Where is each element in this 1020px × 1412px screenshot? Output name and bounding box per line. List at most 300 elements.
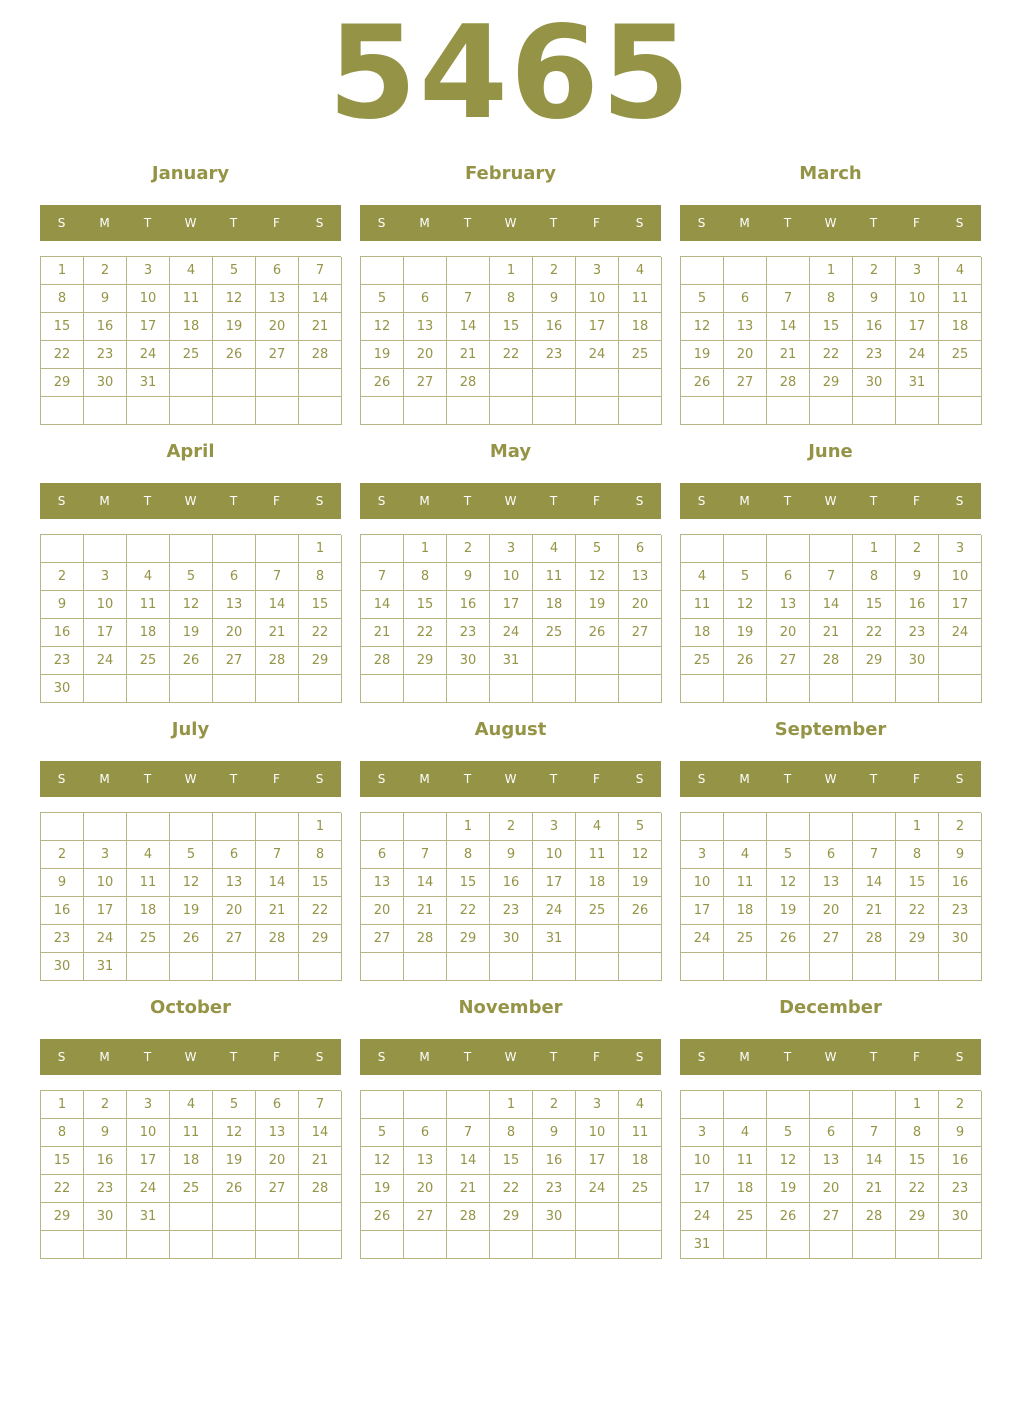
- day-cell: 1: [896, 1091, 939, 1119]
- weekday-label: T: [143, 494, 152, 508]
- day-cell: 11: [127, 869, 170, 897]
- day-cell: 24: [490, 619, 533, 647]
- day-cell: 5: [170, 563, 213, 591]
- day-cell: 28: [767, 369, 810, 397]
- day-cell: 11: [619, 285, 662, 313]
- weekday-header: [40, 761, 341, 797]
- day-cell: 28: [299, 1175, 342, 1203]
- weekday-label: F: [913, 772, 920, 786]
- day-cell: 12: [724, 591, 767, 619]
- empty-cell: [84, 535, 127, 563]
- empty-cell: [127, 1231, 170, 1259]
- empty-cell: [853, 1091, 896, 1119]
- empty-cell: [853, 813, 896, 841]
- day-cell: 17: [576, 1147, 619, 1175]
- day-cell: 8: [853, 563, 896, 591]
- day-cell: 25: [127, 647, 170, 675]
- month-october: [40, 990, 341, 1260]
- day-cell: 24: [896, 341, 939, 369]
- day-cell: 30: [939, 1203, 982, 1231]
- day-cell: 24: [127, 341, 170, 369]
- day-cell: 24: [576, 341, 619, 369]
- day-cell: 10: [576, 285, 619, 313]
- day-cell: 17: [896, 313, 939, 341]
- empty-cell: [361, 813, 404, 841]
- day-cell: 25: [170, 1175, 213, 1203]
- day-cell: 14: [256, 591, 299, 619]
- weekday-label: M: [739, 772, 750, 786]
- weekday-label: W: [824, 1050, 837, 1064]
- day-cell: 4: [681, 563, 724, 591]
- day-cell: 24: [681, 1203, 724, 1231]
- weekday-label: S: [377, 772, 386, 786]
- day-cell: 18: [619, 1147, 662, 1175]
- day-cell: 31: [84, 953, 127, 981]
- weekday-header: [40, 205, 341, 241]
- day-cell: 15: [853, 591, 896, 619]
- empty-cell: [299, 369, 342, 397]
- empty-cell: [681, 953, 724, 981]
- day-cell: 25: [724, 1203, 767, 1231]
- day-cell: 19: [361, 341, 404, 369]
- day-cell: 15: [41, 1147, 84, 1175]
- day-cell: 14: [767, 313, 810, 341]
- month-name: July: [171, 719, 210, 740]
- day-cell: 21: [299, 1147, 342, 1175]
- day-cell: 20: [213, 897, 256, 925]
- day-cell: 6: [404, 1119, 447, 1147]
- day-cell: 14: [299, 285, 342, 313]
- weekday-label: F: [913, 494, 920, 508]
- empty-cell: [619, 953, 662, 981]
- day-cell: 8: [41, 1119, 84, 1147]
- day-cell: 11: [170, 1119, 213, 1147]
- empty-cell: [576, 675, 619, 703]
- day-cell: 3: [681, 1119, 724, 1147]
- weekday-label: M: [739, 216, 750, 230]
- day-grid: [40, 812, 341, 981]
- weekday-label: S: [635, 772, 644, 786]
- day-cell: 4: [127, 563, 170, 591]
- day-grid: [680, 812, 981, 981]
- day-cell: 9: [490, 841, 533, 869]
- day-cell: 11: [170, 285, 213, 313]
- weekday-label: F: [593, 772, 600, 786]
- day-cell: 23: [490, 897, 533, 925]
- empty-cell: [724, 675, 767, 703]
- day-cell: 25: [939, 341, 982, 369]
- day-cell: 7: [447, 285, 490, 313]
- day-cell: 4: [533, 535, 576, 563]
- day-cell: 18: [127, 619, 170, 647]
- day-cell: 24: [127, 1175, 170, 1203]
- day-cell: 28: [361, 647, 404, 675]
- day-cell: 13: [619, 563, 662, 591]
- weekday-label: T: [869, 1050, 878, 1064]
- day-cell: 11: [939, 285, 982, 313]
- empty-cell: [256, 1203, 299, 1231]
- empty-cell: [939, 953, 982, 981]
- empty-cell: [404, 813, 447, 841]
- day-cell: 2: [939, 813, 982, 841]
- day-cell: 23: [41, 925, 84, 953]
- day-cell: 27: [724, 369, 767, 397]
- day-cell: 7: [447, 1119, 490, 1147]
- day-cell: 21: [361, 619, 404, 647]
- weekday-label: F: [273, 494, 280, 508]
- empty-cell: [256, 675, 299, 703]
- day-cell: 15: [447, 869, 490, 897]
- weekday-label: S: [377, 1050, 386, 1064]
- month-february: [360, 156, 661, 426]
- day-cell: 26: [170, 647, 213, 675]
- day-cell: 2: [84, 257, 127, 285]
- empty-cell: [127, 813, 170, 841]
- day-cell: 8: [490, 1119, 533, 1147]
- day-cell: 24: [84, 925, 127, 953]
- day-cell: 12: [767, 1147, 810, 1175]
- weekday-label: S: [697, 772, 706, 786]
- day-cell: 8: [490, 285, 533, 313]
- weekday-label: M: [419, 772, 430, 786]
- weekday-label: T: [143, 216, 152, 230]
- empty-cell: [447, 1091, 490, 1119]
- weekday-label: M: [99, 772, 110, 786]
- day-cell: 15: [299, 869, 342, 897]
- empty-cell: [41, 535, 84, 563]
- day-cell: 18: [724, 1175, 767, 1203]
- day-cell: 14: [853, 1147, 896, 1175]
- day-cell: 30: [896, 647, 939, 675]
- empty-cell: [447, 675, 490, 703]
- day-cell: 13: [256, 1119, 299, 1147]
- day-cell: 3: [533, 813, 576, 841]
- empty-cell: [361, 953, 404, 981]
- empty-cell: [299, 953, 342, 981]
- day-cell: 16: [41, 897, 84, 925]
- weekday-label: S: [635, 216, 644, 230]
- empty-cell: [170, 813, 213, 841]
- day-cell: 20: [404, 341, 447, 369]
- day-cell: 31: [127, 1203, 170, 1231]
- empty-cell: [213, 369, 256, 397]
- day-cell: 22: [447, 897, 490, 925]
- weekday-header: [360, 1039, 661, 1075]
- day-grid: [680, 256, 981, 425]
- empty-cell: [299, 1203, 342, 1231]
- day-cell: 11: [681, 591, 724, 619]
- day-cell: 15: [404, 591, 447, 619]
- day-cell: 5: [361, 1119, 404, 1147]
- day-cell: 21: [447, 341, 490, 369]
- day-cell: 19: [576, 591, 619, 619]
- day-cell: 4: [619, 257, 662, 285]
- day-cell: 6: [213, 841, 256, 869]
- day-cell: 6: [361, 841, 404, 869]
- day-cell: 3: [84, 841, 127, 869]
- day-cell: 13: [213, 869, 256, 897]
- empty-cell: [619, 397, 662, 425]
- day-cell: 24: [84, 647, 127, 675]
- day-cell: 16: [896, 591, 939, 619]
- month-july: [40, 712, 341, 982]
- day-cell: 17: [490, 591, 533, 619]
- empty-cell: [170, 1203, 213, 1231]
- day-cell: 13: [810, 1147, 853, 1175]
- day-cell: 6: [724, 285, 767, 313]
- empty-cell: [127, 675, 170, 703]
- day-cell: 3: [681, 841, 724, 869]
- weekday-label: T: [549, 216, 558, 230]
- day-cell: 31: [533, 925, 576, 953]
- weekday-label: S: [635, 494, 644, 508]
- empty-cell: [213, 813, 256, 841]
- empty-cell: [41, 813, 84, 841]
- day-cell: 29: [299, 925, 342, 953]
- day-cell: 26: [361, 1203, 404, 1231]
- day-cell: 29: [299, 647, 342, 675]
- day-cell: 7: [853, 1119, 896, 1147]
- month-name: February: [464, 163, 557, 184]
- weekday-header: [680, 205, 981, 241]
- day-cell: 3: [490, 535, 533, 563]
- day-cell: 1: [896, 813, 939, 841]
- empty-cell: [767, 675, 810, 703]
- empty-cell: [853, 675, 896, 703]
- empty-cell: [361, 397, 404, 425]
- month-name: March: [799, 163, 862, 184]
- empty-cell: [576, 1203, 619, 1231]
- day-cell: 28: [447, 1203, 490, 1231]
- weekday-label: T: [229, 494, 238, 508]
- day-cell: 25: [170, 341, 213, 369]
- empty-cell: [767, 257, 810, 285]
- day-cell: 5: [576, 535, 619, 563]
- day-cell: 20: [256, 1147, 299, 1175]
- empty-cell: [724, 1091, 767, 1119]
- empty-cell: [681, 257, 724, 285]
- month-name: June: [808, 441, 853, 462]
- weekday-label: S: [57, 494, 66, 508]
- day-cell: 6: [810, 841, 853, 869]
- day-cell: 3: [576, 257, 619, 285]
- day-cell: 15: [299, 591, 342, 619]
- weekday-label: W: [184, 494, 197, 508]
- day-cell: 2: [84, 1091, 127, 1119]
- day-cell: 16: [939, 1147, 982, 1175]
- weekday-label: M: [419, 1050, 430, 1064]
- day-cell: 15: [41, 313, 84, 341]
- empty-cell: [810, 953, 853, 981]
- day-grid: [40, 534, 341, 703]
- day-cell: 17: [127, 313, 170, 341]
- day-cell: 10: [681, 1147, 724, 1175]
- day-cell: 21: [256, 619, 299, 647]
- day-cell: 29: [404, 647, 447, 675]
- day-cell: 9: [533, 1119, 576, 1147]
- empty-cell: [127, 397, 170, 425]
- day-cell: 30: [939, 925, 982, 953]
- day-cell: 19: [170, 897, 213, 925]
- day-cell: 6: [767, 563, 810, 591]
- day-cell: 1: [299, 535, 342, 563]
- day-cell: 30: [853, 369, 896, 397]
- weekday-label: T: [463, 772, 472, 786]
- empty-cell: [84, 813, 127, 841]
- weekday-label: T: [549, 1050, 558, 1064]
- empty-cell: [170, 369, 213, 397]
- day-cell: 14: [447, 1147, 490, 1175]
- empty-cell: [767, 1231, 810, 1259]
- day-cell: 1: [853, 535, 896, 563]
- day-cell: 25: [533, 619, 576, 647]
- day-cell: 12: [213, 285, 256, 313]
- day-grid: [680, 534, 981, 703]
- empty-cell: [810, 1231, 853, 1259]
- day-cell: 22: [896, 1175, 939, 1203]
- day-cell: 2: [533, 1091, 576, 1119]
- day-cell: 29: [896, 925, 939, 953]
- day-cell: 17: [127, 1147, 170, 1175]
- day-cell: 13: [213, 591, 256, 619]
- empty-cell: [256, 535, 299, 563]
- empty-cell: [170, 535, 213, 563]
- empty-cell: [170, 397, 213, 425]
- day-grid: [360, 534, 661, 703]
- day-cell: 28: [256, 925, 299, 953]
- weekday-label: W: [184, 1050, 197, 1064]
- empty-cell: [404, 675, 447, 703]
- empty-cell: [576, 397, 619, 425]
- empty-cell: [213, 1203, 256, 1231]
- day-cell: 19: [681, 341, 724, 369]
- weekday-label: F: [273, 772, 280, 786]
- day-cell: 26: [619, 897, 662, 925]
- weekday-header: [40, 483, 341, 519]
- day-cell: 13: [810, 869, 853, 897]
- day-cell: 23: [939, 1175, 982, 1203]
- empty-cell: [256, 397, 299, 425]
- empty-cell: [896, 953, 939, 981]
- empty-cell: [810, 1091, 853, 1119]
- day-cell: 30: [447, 647, 490, 675]
- day-cell: 11: [533, 563, 576, 591]
- day-cell: 25: [724, 925, 767, 953]
- empty-cell: [213, 675, 256, 703]
- day-cell: 22: [299, 619, 342, 647]
- day-cell: 3: [896, 257, 939, 285]
- day-cell: 23: [84, 341, 127, 369]
- day-cell: 9: [84, 1119, 127, 1147]
- day-grid: [680, 1090, 981, 1259]
- month-name: April: [166, 441, 215, 462]
- weekday-label: S: [377, 494, 386, 508]
- empty-cell: [170, 953, 213, 981]
- day-cell: 24: [533, 897, 576, 925]
- day-cell: 10: [127, 1119, 170, 1147]
- empty-cell: [576, 1231, 619, 1259]
- weekday-label: T: [869, 494, 878, 508]
- day-cell: 21: [810, 619, 853, 647]
- day-cell: 27: [619, 619, 662, 647]
- day-cell: 27: [810, 1203, 853, 1231]
- day-cell: 13: [256, 285, 299, 313]
- empty-cell: [213, 397, 256, 425]
- day-cell: 1: [447, 813, 490, 841]
- empty-cell: [896, 1231, 939, 1259]
- day-cell: 22: [810, 341, 853, 369]
- empty-cell: [256, 813, 299, 841]
- day-cell: 28: [447, 369, 490, 397]
- day-cell: 14: [404, 869, 447, 897]
- day-cell: 10: [681, 869, 724, 897]
- weekday-label: S: [315, 772, 324, 786]
- empty-cell: [619, 1231, 662, 1259]
- day-grid: [360, 812, 661, 981]
- day-cell: 17: [84, 619, 127, 647]
- day-cell: 17: [576, 313, 619, 341]
- weekday-label: T: [869, 216, 878, 230]
- day-cell: 9: [896, 563, 939, 591]
- day-cell: 31: [896, 369, 939, 397]
- weekday-label: T: [143, 772, 152, 786]
- day-cell: 10: [576, 1119, 619, 1147]
- day-cell: 21: [256, 897, 299, 925]
- day-cell: 2: [447, 535, 490, 563]
- empty-cell: [939, 675, 982, 703]
- day-cell: 5: [767, 1119, 810, 1147]
- empty-cell: [767, 397, 810, 425]
- empty-cell: [853, 953, 896, 981]
- empty-cell: [533, 369, 576, 397]
- day-cell: 29: [853, 647, 896, 675]
- day-cell: 12: [619, 841, 662, 869]
- day-cell: 13: [361, 869, 404, 897]
- empty-cell: [404, 1091, 447, 1119]
- day-cell: 22: [41, 1175, 84, 1203]
- day-cell: 27: [213, 647, 256, 675]
- empty-cell: [724, 397, 767, 425]
- empty-cell: [299, 1231, 342, 1259]
- day-cell: 19: [170, 619, 213, 647]
- empty-cell: [681, 1091, 724, 1119]
- day-cell: 4: [724, 841, 767, 869]
- empty-cell: [490, 397, 533, 425]
- day-cell: 13: [404, 1147, 447, 1175]
- day-cell: 26: [361, 369, 404, 397]
- day-cell: 5: [724, 563, 767, 591]
- day-cell: 12: [681, 313, 724, 341]
- day-cell: 8: [299, 563, 342, 591]
- weekday-header: [360, 205, 661, 241]
- weekday-label: S: [697, 494, 706, 508]
- month-august: [360, 712, 661, 982]
- day-cell: 16: [490, 869, 533, 897]
- day-cell: 8: [404, 563, 447, 591]
- day-cell: 8: [299, 841, 342, 869]
- day-cell: 28: [299, 341, 342, 369]
- empty-cell: [256, 953, 299, 981]
- empty-cell: [404, 397, 447, 425]
- empty-cell: [84, 1231, 127, 1259]
- weekday-label: T: [783, 1050, 792, 1064]
- day-cell: 15: [896, 869, 939, 897]
- day-cell: 10: [84, 591, 127, 619]
- day-cell: 14: [810, 591, 853, 619]
- empty-cell: [576, 925, 619, 953]
- weekday-label: M: [739, 494, 750, 508]
- weekday-label: W: [504, 772, 517, 786]
